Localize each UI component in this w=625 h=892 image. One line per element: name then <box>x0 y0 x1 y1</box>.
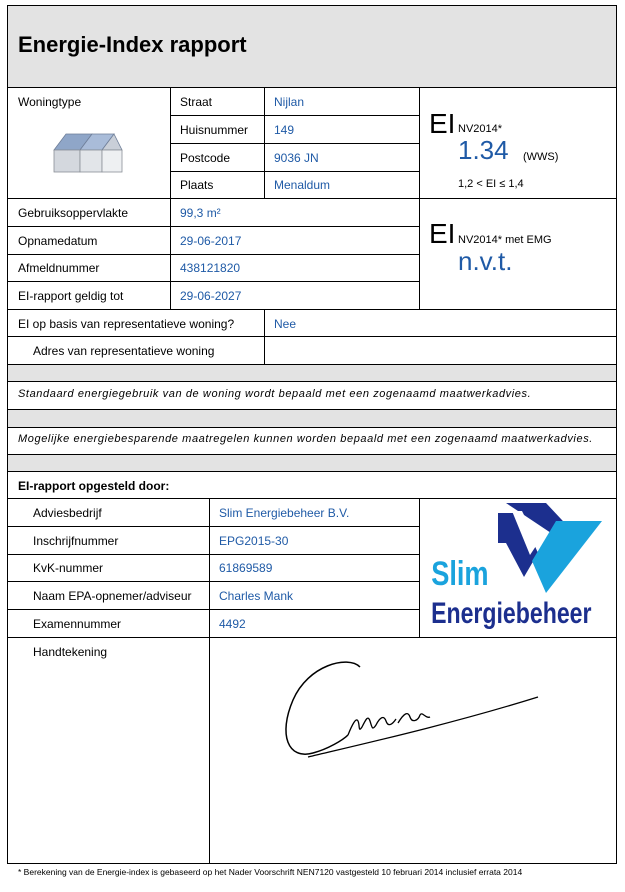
divider <box>419 498 420 637</box>
divider <box>8 554 419 555</box>
grey-band <box>8 455 616 471</box>
footnote: * Berekening van de Energie-index is gebaseerd op het Nader Voorschrift NEN7120 vastgesteld 10 februari 2014 inclusief errata 2014 <box>18 867 523 877</box>
representatief-question: EI op basis van representatieve woning? <box>18 317 235 331</box>
inschrijf-value: EPG2015-30 <box>219 534 289 548</box>
divider <box>170 171 419 172</box>
plaats-value: Menaldum <box>274 178 331 192</box>
divider <box>8 637 616 638</box>
ei-range: 1,2 < EI ≤ 1,4 <box>458 178 524 190</box>
geldig-label: EI-rapport geldig tot <box>18 289 124 303</box>
divider <box>170 143 419 144</box>
ei-symbol: EI <box>429 108 456 139</box>
divider <box>8 281 419 282</box>
afmeldnummer-value: 438121820 <box>180 261 241 275</box>
divider <box>419 88 420 309</box>
straat-value: Nijlan <box>274 95 305 109</box>
handtekening-label: Handtekening <box>33 645 108 659</box>
divider <box>170 115 419 116</box>
house-icon <box>52 126 126 176</box>
divider <box>264 309 265 364</box>
ei-emg-value: n.v.t. <box>458 246 513 276</box>
divider <box>8 254 419 255</box>
postcode-value: 9036 JN <box>274 151 319 165</box>
adres-label: Adres van representatieve woning <box>33 344 215 358</box>
divider <box>419 198 616 199</box>
representatief-answer: Nee <box>274 317 297 331</box>
ei-emg-subscript: NV2014* met EMG <box>458 234 552 246</box>
divider <box>8 526 419 527</box>
huisnummer-label: Huisnummer <box>180 123 249 137</box>
examen-label: Examennummer <box>33 617 122 631</box>
ei-subscript: NV2014* <box>458 123 503 135</box>
ei-emg-symbol: EI <box>429 218 456 249</box>
kvk-value: 61869589 <box>219 561 273 575</box>
ei-value: 1.34 <box>458 135 509 165</box>
geldig-value: 29-06-2027 <box>180 289 242 303</box>
divider <box>209 498 210 864</box>
divider <box>8 226 419 227</box>
divider <box>170 88 171 309</box>
company-logo <box>428 501 608 636</box>
naam-value: Charles Mank <box>219 589 294 603</box>
postcode-label: Postcode <box>180 151 231 165</box>
svg-text:Energiebeheer: Energiebeheer <box>431 596 592 630</box>
plaats-label: Plaats <box>180 178 214 192</box>
divider <box>8 198 419 199</box>
huisnummer-value: 149 <box>274 123 295 137</box>
straat-label: Straat <box>180 95 213 109</box>
bedrijf-value: Slim Energiebeheer B.V. <box>219 506 350 520</box>
divider <box>8 471 616 472</box>
divider <box>264 88 265 199</box>
bedrijf-label: Adviesbedrijf <box>33 506 102 520</box>
naam-label: Naam EPA-opnemer/adviseur <box>33 589 192 603</box>
note-standaard: Standaard energiegebruik van de woning wordt bepaald met een zogenaamd maatwerkadvies. <box>18 388 532 400</box>
opsteller-header: EI-rapport opgesteld door: <box>18 479 170 493</box>
opnamedatum-label: Opnamedatum <box>18 234 98 248</box>
signature <box>268 645 558 770</box>
divider <box>8 381 616 382</box>
grey-band <box>8 365 616 381</box>
divider <box>8 336 616 337</box>
divider <box>8 609 419 610</box>
divider <box>8 427 616 428</box>
grey-band <box>8 410 616 427</box>
examen-value: 4492 <box>219 617 246 631</box>
divider <box>8 498 616 499</box>
divider <box>8 581 419 582</box>
svg-text:Slim: Slim <box>431 554 489 593</box>
oppervlakte-value: 99,3 m² <box>180 206 221 220</box>
woningtype-label: Woningtype <box>18 95 82 109</box>
oppervlakte-label: Gebruiksoppervlakte <box>18 206 129 220</box>
note-maatregelen: Mogelijke energiebesparende maatregelen kunnen worden bepaald met een zogenaamd maatwerkadvies. <box>18 433 593 445</box>
divider <box>8 309 616 310</box>
opnamedatum-value: 29-06-2017 <box>180 234 242 248</box>
page-title: Energie-Index rapport <box>18 32 247 57</box>
afmeldnummer-label: Afmeldnummer <box>18 261 100 275</box>
kvk-label: KvK-nummer <box>33 561 104 575</box>
inschrijf-label: Inschrijfnummer <box>33 534 119 548</box>
ei-unit: (WWS) <box>523 151 559 163</box>
